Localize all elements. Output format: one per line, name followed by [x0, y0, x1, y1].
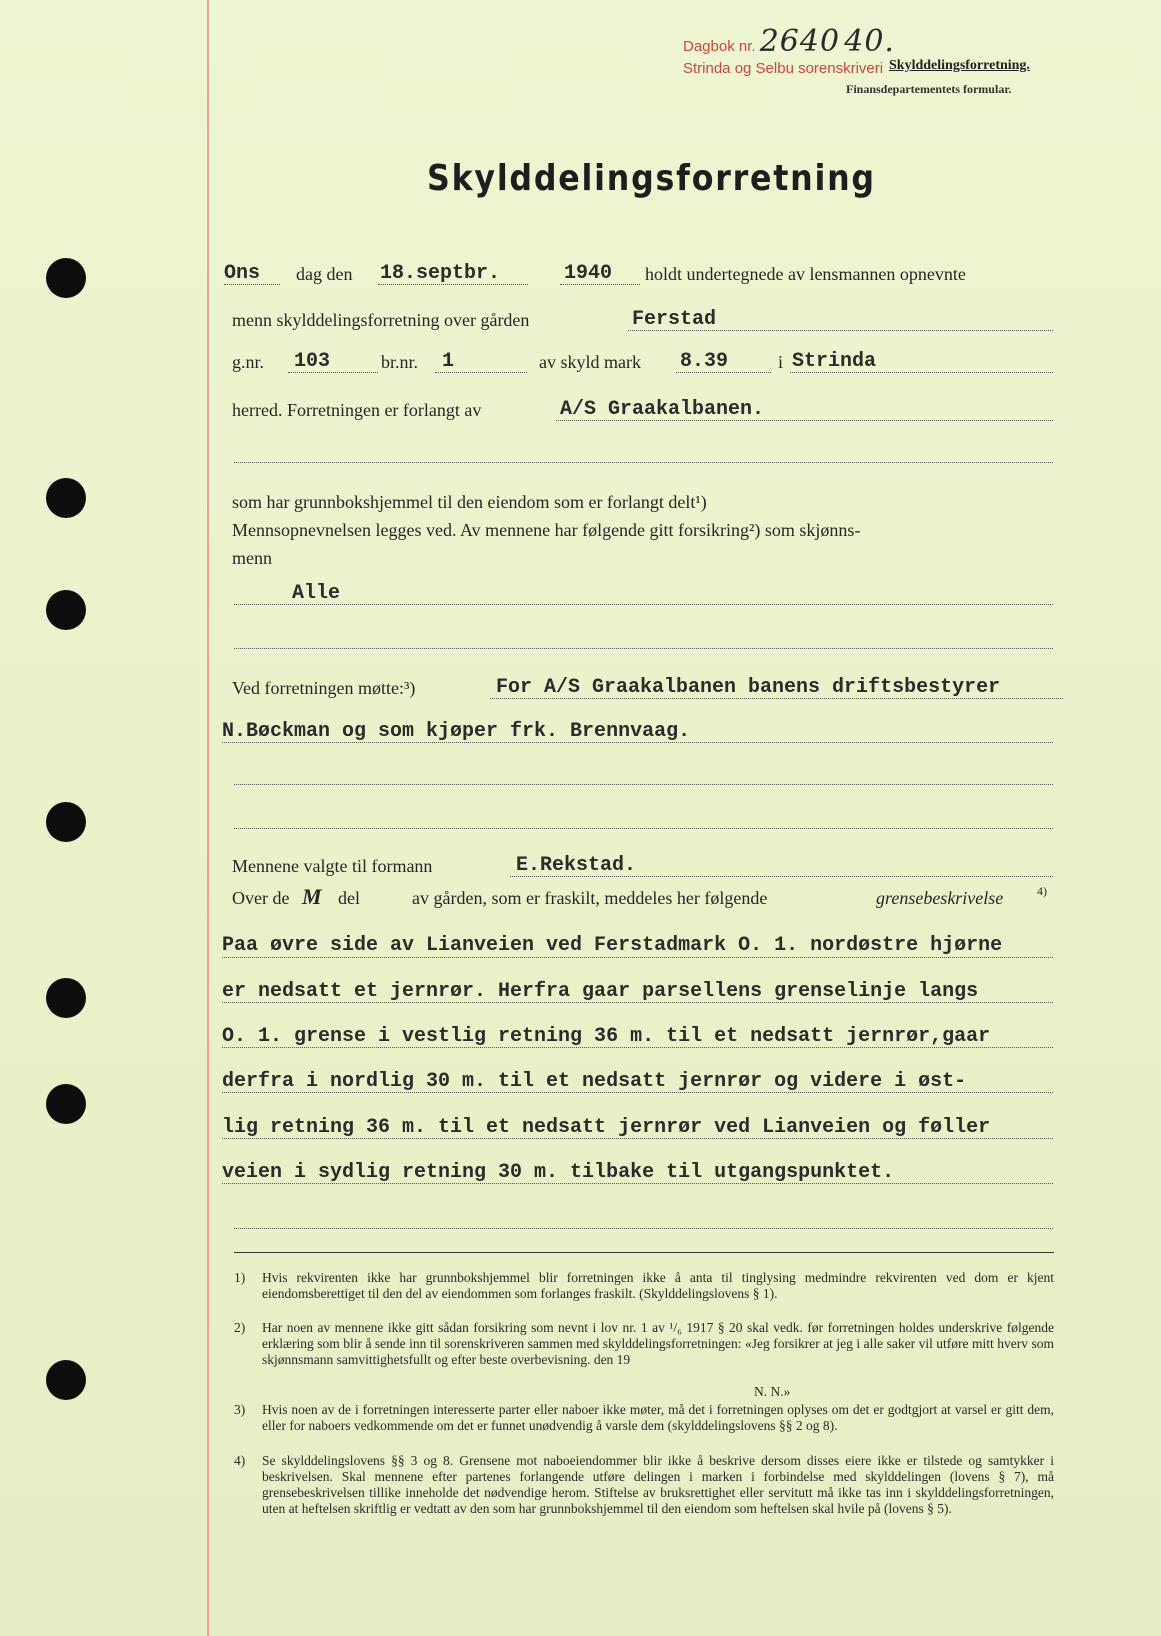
footnote-number: 4)	[234, 1453, 246, 1468]
municipality: Strinda	[792, 350, 877, 373]
fill-line	[234, 604, 1053, 605]
footnote-number: 2)	[234, 1320, 246, 1335]
farm-label: menn skylddelingsforretning over gården	[232, 310, 530, 330]
skyld-label: av skyld mark	[539, 352, 641, 372]
boundary-line: derfra i nordlig 30 m. til et nedsatt jernrør og videre i øst-	[222, 1070, 967, 1093]
dagbok-number: 2640	[759, 24, 841, 59]
footnote-number: 1)	[234, 1270, 246, 1285]
footnote-rule	[234, 1252, 1054, 1253]
fill-line	[234, 462, 1053, 463]
year: 1940	[564, 262, 613, 285]
footnote-signature: N. N.»	[754, 1384, 791, 1399]
opening-text: holdt undertegnede av lensmannen opnevnte	[645, 264, 966, 284]
skyld-value: 8.39	[680, 350, 729, 373]
fill-line	[490, 698, 1063, 699]
form-title: Skylddelingsforretning.	[889, 58, 1030, 73]
date: 18.septbr.	[380, 262, 501, 285]
footnote-number: 3)	[234, 1402, 246, 1417]
court-stamp: Strinda og Selbu sorenskriveri	[683, 60, 884, 77]
i-label: i	[778, 352, 784, 372]
requester: A/S Graakalbanen.	[560, 398, 765, 421]
footnote-3	[234, 1402, 1054, 1434]
form-subtitle: Finansdepartementets formular.	[846, 82, 1012, 96]
fill-line	[676, 372, 771, 373]
dag-den-label: dag den	[296, 264, 353, 284]
fill-line	[222, 742, 1053, 743]
fill-line	[560, 284, 640, 285]
footnote-1	[234, 1270, 1054, 1302]
footnote-text: Se skylddelingslovens §§ 3 og 8. Grensene mot naboeiendommer blir ikke å beskrive dersom disses eiere ikke er tilstede og samtykker i beskrivelsen. Skal mennene efter partenes forlangende utføre delingen i marken i forbindelse med skylddelingen (lovens § 7), må grensebeskrivelsen tillike inneholde det nødvendige herom. Stiftelse av bruksrettighet eller servitutt må ikke tas inn i skylddelingsforretningen, uten at heftelsen skriftlig er vedtatt av den som har grunnbokshjemmel til den eiendom som heftelsen skal hvile på (lovens § 5).	[262, 1453, 1054, 1516]
para-line: Mennsopnevnelsen legges ved. Av mennene har følgende gitt forsikring²) som skjønns-	[232, 520, 861, 540]
footnote-2	[234, 1320, 1054, 1399]
boundary-line: veien i sydlig retning 30 m. tilbake til utgangspunktet.	[222, 1161, 895, 1184]
para-line: menn	[232, 548, 272, 568]
footnote-text: Hvis rekvirenten ikke har grunnbokshjemmel blir forretningen ikke å anta til tinglysing medmindre rekvirenten ved dom er kjent eiendomsberettiget til den del av eiendommen som forlanges fraskilt. (Skylddelingslovens § 1).	[262, 1270, 1054, 1301]
fill-line	[222, 1183, 1053, 1184]
boundary-label: grensebeskrivelse	[876, 888, 1004, 908]
fill-line	[234, 784, 1053, 785]
brnr-label: br.nr.	[381, 352, 419, 372]
gnr-label: g.nr.	[232, 352, 265, 372]
brnr-value: 1	[442, 350, 455, 373]
assessors-value: Alle	[292, 582, 341, 605]
chairman-name: E.Rekstad.	[516, 854, 637, 877]
boundary-line: lig retning 36 m. til et nedsatt jernrør ved Lianveien og føller	[222, 1116, 991, 1139]
page-title: Skylddelingsforretning	[427, 158, 876, 199]
punch-hole	[46, 978, 86, 1018]
handwritten-letter: M	[302, 884, 322, 909]
punch-hole	[46, 590, 86, 630]
fill-line	[556, 420, 1053, 421]
punch-hole	[46, 1084, 86, 1124]
farm-name: Ferstad	[632, 308, 717, 331]
over-label: Over de	[232, 888, 290, 908]
dagbok-label: Dagbok nr.	[683, 38, 756, 55]
para-line: som har grunnbokshjemmel til den eiendom som er forlangt delt¹)	[232, 492, 707, 512]
boundary-line: O. 1. grense i vestlig retning 36 m. til et nedsatt jernrør,gaar	[222, 1025, 991, 1048]
boundary-line: Paa øvre side av Lianveien ved Ferstadmark O. 1. nordøstre hjørne	[222, 934, 1003, 957]
over-text: av gården, som er fraskilt, meddeles her følgende	[412, 888, 768, 908]
margin-line	[207, 0, 209, 1636]
punch-hole	[46, 478, 86, 518]
gnr-value: 103	[294, 350, 331, 373]
fill-line	[224, 284, 280, 285]
requested-by-label: herred. Forretningen er forlangt av	[232, 400, 482, 420]
footnote-text: Har noen av mennene ikke gitt sådan forsikring som nevnt i lov nr. 1 av ¹/₆ 1917 § 20 skal vedk. før forretningen holdes underskrive følgende erklæring som blir å sende inn til sorenskriveren sammen med skylddelingsforretningen: «Jeg forsikrer at jeg i alle saker vil utføre mitt hverv som skjønnsmann samvittighetsfullt og efter beste overbevisning. den 19	[262, 1320, 1054, 1367]
fill-line	[435, 372, 527, 373]
punch-hole	[46, 802, 86, 842]
chairman-label: Mennene valgte til formann	[232, 856, 433, 876]
fill-line	[628, 330, 1053, 331]
present-line: For A/S Graakalbanen banens driftsbestyrer	[496, 676, 1001, 699]
dagbok-stamp	[683, 24, 895, 59]
fill-line	[378, 284, 528, 285]
footnote-ref: 4)	[1037, 884, 1047, 898]
fill-line	[222, 1138, 1053, 1139]
fill-line	[234, 828, 1053, 829]
dagbok-year: 40.	[844, 24, 895, 59]
fill-line	[222, 1002, 1053, 1003]
fill-line	[222, 957, 1053, 958]
del-label: del	[338, 888, 360, 908]
fill-line	[288, 372, 378, 373]
weekday: Ons	[224, 262, 261, 285]
fill-line	[234, 1228, 1053, 1229]
fill-line	[234, 648, 1053, 649]
fill-line	[222, 1092, 1053, 1093]
footnote-text: Hvis noen av de i forretningen interesserte parter eller naboer ikke møter, må det i forretningen oplyses om det er godtgjort at varsel er gitt dem, eller for naboers vedkommende om det er funnet unødvendig å varsle dem (skylddelingslovens §§ 2 og 8).	[262, 1402, 1054, 1433]
fill-line	[510, 876, 1053, 877]
footnote-4	[234, 1453, 1054, 1517]
boundary-line: er nedsatt et jernrør. Herfra gaar parsellens grenselinje langs	[222, 980, 979, 1003]
present-label: Ved forretningen møtte:³)	[232, 678, 416, 698]
fill-line	[222, 1047, 1053, 1048]
punch-hole	[46, 1360, 86, 1400]
present-line: N.Bøckman og som kjøper frk. Brennvaag.	[222, 720, 691, 743]
fill-line	[790, 372, 1053, 373]
punch-hole	[46, 258, 86, 298]
